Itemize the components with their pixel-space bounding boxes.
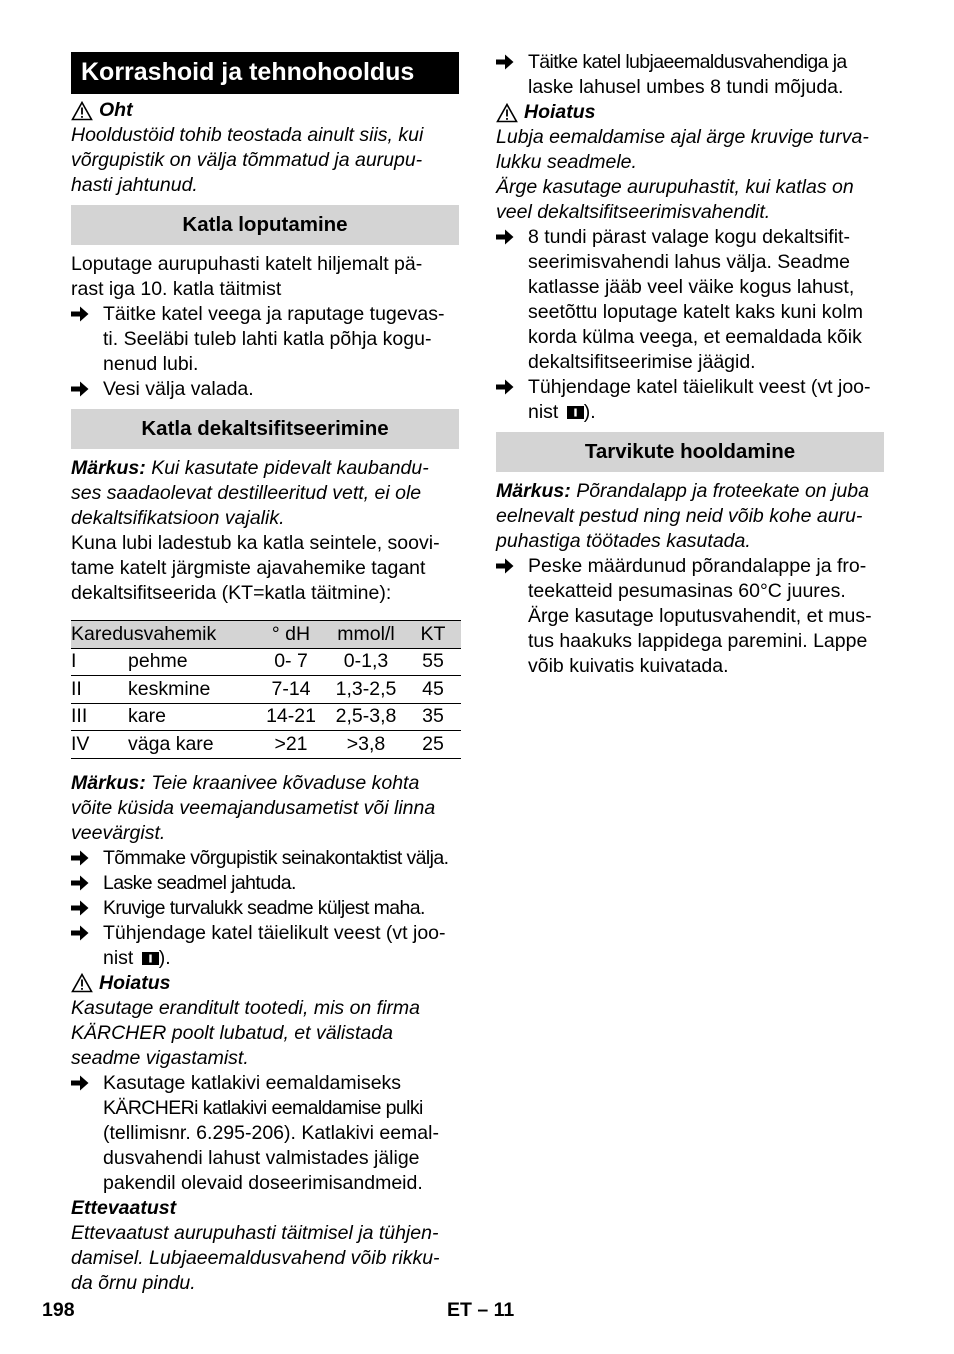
arrow-right-icon bbox=[71, 900, 89, 916]
text-line: tame katelt järgmiste ajavahemike tagant bbox=[71, 557, 426, 579]
text-line: Teie kraanivee kõvaduse kohta bbox=[145, 771, 420, 794]
table-cell: kare bbox=[128, 705, 166, 728]
text-line: veel dekaltsifitseerimisvahendit. bbox=[496, 201, 771, 223]
text-line: dekaltsifitseerida (KT=katla täitmine): bbox=[71, 582, 392, 604]
note-label: Märkus: bbox=[496, 480, 571, 502]
note-accessories bbox=[496, 479, 884, 554]
language-page-code: ET – 11 bbox=[447, 1299, 515, 1321]
list-item bbox=[496, 225, 884, 375]
descaling-intervals-text bbox=[71, 531, 459, 606]
text-line: ). bbox=[158, 946, 171, 969]
text-line: Kasutage katlakivi eemaldamiseks bbox=[103, 1071, 402, 1094]
text-line: tus haakuks lappidega paremini. Lappe bbox=[528, 630, 868, 652]
header-mmol: mmol/l bbox=[337, 622, 395, 645]
text-line: Lubja eemaldamise ajal ärge kruvige turva- bbox=[496, 126, 869, 148]
list-item bbox=[71, 1071, 459, 1196]
warning-triangle-icon bbox=[71, 973, 93, 993]
text-line: lukku seadmele. bbox=[496, 151, 637, 173]
text-line: võrgupistik on välja tõmmatud ja aurupu- bbox=[71, 149, 423, 171]
arrow-right-icon bbox=[496, 379, 514, 395]
danger-label: Oht bbox=[99, 99, 133, 121]
arrow-right-icon bbox=[71, 850, 89, 866]
text-line: ). bbox=[583, 401, 596, 423]
table-cell: 14-21 bbox=[266, 705, 316, 728]
table-cell: keskmine bbox=[128, 677, 211, 700]
text-line: pakendil olevaid doseerimisandmeid. bbox=[103, 1171, 423, 1194]
arrow-right-icon bbox=[71, 306, 89, 322]
text-line: hasti jahtunud. bbox=[71, 174, 198, 196]
text-line: katlasse jääb veel väike kogus lahust, bbox=[528, 276, 855, 298]
text-line: seadme vigastamist. bbox=[71, 1046, 249, 1069]
list-item bbox=[71, 921, 459, 971]
warning-triangle-icon bbox=[71, 101, 93, 121]
table-cell: pehme bbox=[128, 650, 188, 673]
text-line: Täitke katel veega ja raputage tugevas- bbox=[103, 303, 445, 325]
table-row bbox=[71, 731, 461, 759]
table-cell: 0-1,3 bbox=[343, 650, 389, 673]
text-line: Täitke katel lubjaeemaldusvahendiga ja bbox=[528, 51, 847, 73]
danger-text bbox=[71, 123, 459, 198]
list-item bbox=[71, 871, 459, 896]
table-cell: >21 bbox=[274, 732, 308, 755]
page-number: 198 bbox=[42, 1299, 75, 1321]
text-line: 8 tundi pärast valage kogu dekaltsifit- bbox=[528, 226, 850, 248]
left-column bbox=[71, 50, 459, 1296]
list-item bbox=[496, 50, 884, 100]
text-line: Ärge kasutage aurupuhastit, kui katlas on bbox=[496, 176, 854, 198]
header-kt: KT bbox=[420, 622, 446, 645]
text-line: (tellimisnr. 6.295-206). Katlakivi eemal- bbox=[103, 1121, 439, 1144]
text-line: KÄRCHER poolt lubatud, et välistada bbox=[71, 1021, 393, 1044]
caution-warning-heading bbox=[71, 971, 459, 996]
table-cell: 1,3-2,5 bbox=[335, 677, 397, 700]
arrow-right-icon bbox=[71, 925, 89, 941]
text-line: Vesi välja valada. bbox=[103, 378, 254, 400]
text-line: seerimisvahendi lahus välja. Seadme bbox=[528, 251, 850, 273]
text-line: Tõmmake võrgupistik seinakontaktist välja. bbox=[103, 846, 449, 869]
text-line: KÄRCHERi katlakivi eemaldamise pulki bbox=[103, 1096, 423, 1119]
text-line: dekaltsifikatsioon vajalik. bbox=[71, 507, 285, 529]
text-line: ti. Seeläbi tuleb lahti katla põhja kogu- bbox=[103, 328, 432, 350]
note-distilled-water bbox=[71, 456, 459, 531]
text-line: Laske seadmel jahtuda. bbox=[103, 871, 296, 894]
table-cell: 45 bbox=[422, 677, 444, 700]
text-line: veevärgist. bbox=[71, 821, 166, 844]
list-item bbox=[71, 302, 459, 377]
text-line: võib kuivatis kuivatada. bbox=[528, 655, 729, 677]
table-cell: III bbox=[71, 705, 88, 728]
text-line: Kui kasutate pidevalt kaubandu- bbox=[145, 457, 429, 479]
table-row bbox=[71, 676, 461, 704]
table-cell: väga kare bbox=[128, 732, 214, 755]
table-cell: I bbox=[71, 650, 77, 673]
caution-text bbox=[71, 1221, 459, 1296]
text-line: võite küsida veemajandusametist või linna bbox=[71, 796, 436, 819]
table-cell: 25 bbox=[422, 732, 444, 755]
text-line: Kasutage eranditult tootedi, mis on firma bbox=[71, 996, 421, 1019]
table-cell: 35 bbox=[422, 705, 444, 728]
arrow-right-icon bbox=[71, 1075, 89, 1091]
warning-text bbox=[71, 996, 459, 1071]
table-header-row bbox=[71, 621, 461, 649]
text-line: puhastiga töötades kasutada. bbox=[496, 530, 751, 552]
text-line: Tühjendage katel täielikult veest (vt joo- bbox=[103, 921, 446, 944]
header-dh: ° dH bbox=[271, 622, 311, 645]
text-line: Kuna lubi ladestub ka katla seintele, soovi- bbox=[71, 532, 440, 554]
arrow-right-icon bbox=[496, 558, 514, 574]
section-heading-boiler-rinse: Katla loputamine bbox=[71, 205, 459, 245]
table-row bbox=[71, 703, 461, 731]
text-line: eelnevalt pestud ning neid võib kohe auru- bbox=[496, 505, 863, 527]
table-cell: 0- 7 bbox=[274, 650, 308, 673]
hardness-table bbox=[71, 620, 461, 759]
text-line: Ettevaatust aurupuhasti täitmisel ja tühjen- bbox=[71, 1221, 439, 1244]
text-line: ses saadaolevat destilleeritud vett, ei ole bbox=[71, 482, 422, 504]
text-line: nist bbox=[103, 946, 139, 969]
text-line: nist bbox=[528, 401, 564, 423]
text-line: seetõttu loputage katelt kaks kuni kolm bbox=[528, 301, 863, 323]
text-line: Ärge kasutage loputusvahendit, et mus- bbox=[528, 605, 872, 627]
table-cell: II bbox=[71, 677, 82, 700]
caution-heading: Ettevaatust bbox=[71, 1196, 177, 1219]
figure-reference-icon bbox=[567, 406, 584, 419]
warning-triangle-icon bbox=[496, 103, 518, 123]
text-line: Tühjendage katel täielikult veest (vt joo- bbox=[528, 376, 871, 398]
text-line: Kruvige turvalukk seadme küljest maha. bbox=[103, 896, 425, 919]
note-label: Märkus: bbox=[71, 457, 146, 479]
header-hardness-range: Karedusvahemik bbox=[71, 622, 217, 645]
text-line: Loputage aurupuhasti katelt hiljemalt pä- bbox=[71, 253, 423, 275]
note-water-hardness bbox=[71, 771, 459, 846]
list-item bbox=[71, 377, 459, 402]
text-line: Põrandalapp ja froteekate on juba bbox=[570, 480, 869, 502]
section-heading-accessories: Tarvikute hooldamine bbox=[496, 432, 884, 472]
table-cell: 7-14 bbox=[271, 677, 311, 700]
list-item bbox=[496, 554, 884, 679]
list-item bbox=[496, 375, 884, 425]
text-line: nenud lubi. bbox=[103, 353, 199, 375]
text-line: da õrnu pindu. bbox=[71, 1271, 196, 1294]
figure-reference-icon bbox=[142, 952, 159, 965]
text-line: damisel. Lubjaeemaldusvahend võib rikku- bbox=[71, 1246, 440, 1269]
list-item bbox=[71, 896, 459, 921]
warning-text bbox=[496, 125, 884, 225]
arrow-right-icon bbox=[496, 229, 514, 245]
right-column bbox=[496, 50, 884, 679]
descaling-warning-heading bbox=[496, 100, 884, 125]
chapter-title: Korrashoid ja tehnohooldus bbox=[71, 52, 459, 94]
text-line: korda külma veega, et eemaldada kõik bbox=[528, 326, 862, 348]
text-line: rast iga 10. katla täitmist bbox=[71, 278, 282, 300]
table-row bbox=[71, 648, 461, 676]
table-cell: IV bbox=[71, 732, 90, 755]
arrow-right-icon bbox=[71, 875, 89, 891]
table-cell: 2,5-3,8 bbox=[335, 705, 397, 728]
arrow-right-icon bbox=[496, 54, 514, 70]
text-line: Peske määrdunud põrandalappe ja fro- bbox=[528, 555, 867, 577]
danger-warning-heading bbox=[71, 98, 459, 123]
warning-label: Hoiatus bbox=[524, 101, 596, 123]
table-cell: >3,8 bbox=[346, 732, 386, 755]
text-line: dusvahendi lahust valmistades jälige bbox=[103, 1146, 420, 1169]
warning-label: Hoiatus bbox=[99, 971, 171, 994]
list-item bbox=[71, 846, 459, 871]
table-cell: 55 bbox=[422, 650, 444, 673]
text-line: Hooldustöid tohib teostada ainult siis, kui bbox=[71, 124, 424, 146]
text-line: laske lahusel umbes 8 tundi mõjuda. bbox=[528, 76, 844, 98]
arrow-right-icon bbox=[71, 381, 89, 397]
section-heading-descaling: Katla dekaltsifitseerimine bbox=[71, 409, 459, 449]
text-line: teekatteid pesumasinas 60°C juures. bbox=[528, 580, 846, 602]
note-label: Märkus: bbox=[71, 771, 146, 794]
boiler-rinse-text bbox=[71, 252, 459, 302]
text-line: dekaltsifitseerimise jäägid. bbox=[528, 351, 756, 373]
